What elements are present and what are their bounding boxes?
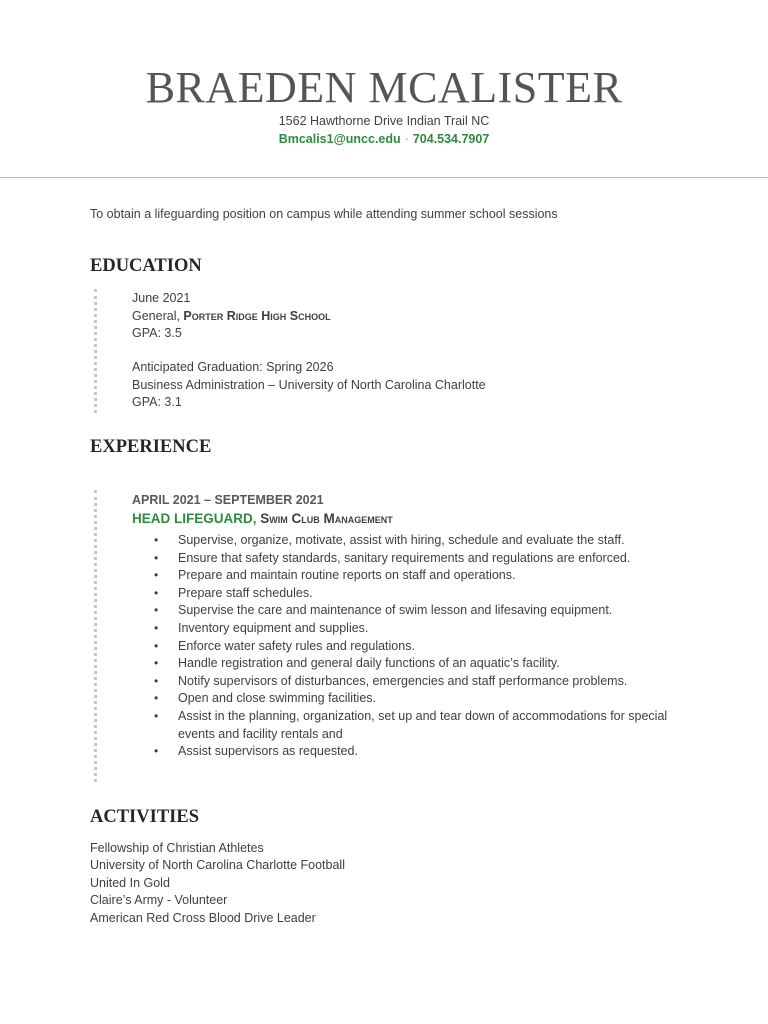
activities-heading: ACTIVITIES bbox=[90, 807, 199, 827]
job-dates: APRIL 2021 – SEPTEMBER 2021 bbox=[132, 493, 324, 507]
bullet-icon: • bbox=[154, 656, 159, 671]
education-date: June 2021 bbox=[132, 291, 191, 305]
job-role: HEAD LIFEGUARD, bbox=[132, 511, 257, 526]
list-item: American Red Cross Blood Drive Leader bbox=[90, 910, 316, 925]
degree-prefix: General, bbox=[132, 308, 184, 323]
job-organization: Swim Club Management bbox=[260, 511, 393, 526]
bullet-icon: • bbox=[154, 673, 159, 688]
list-item: University of North Carolina Charlotte Football bbox=[90, 858, 345, 873]
education-gpa: GPA: 3.5 bbox=[132, 326, 182, 340]
bullet-icon: • bbox=[154, 708, 159, 723]
list-item: • Assist in the planning, organization, set up and tear down of accommodations for special events and facility rentals and bbox=[154, 708, 668, 741]
contact-line bbox=[0, 132, 768, 146]
list-item: • Supervise, organize, motivate, assist with hiring, schedule and evaluate the staff. bbox=[132, 532, 692, 550]
list-item: Fellowship of Christian Athletes bbox=[90, 841, 264, 855]
header-divider bbox=[0, 177, 768, 178]
job-title bbox=[132, 511, 393, 526]
bullet-icon: • bbox=[154, 691, 159, 706]
email-link[interactable]: Bmcalis1@uncc.edu bbox=[278, 132, 401, 146]
activities-list bbox=[90, 840, 345, 927]
list-item: • Supervise the care and maintenance of swim lesson and lifesaving equipment. bbox=[132, 602, 692, 620]
contact-separator: · bbox=[404, 132, 409, 146]
bullet-icon: • bbox=[154, 568, 159, 583]
list-item: • Notify supervisors of disturbances, emergencies and staff performance problems. bbox=[132, 673, 692, 691]
list-item: • Open and close swimming facilities. bbox=[132, 690, 692, 708]
education-degree: Business Administration – University of North Carolina Charlotte bbox=[132, 377, 486, 392]
bullet-icon: • bbox=[154, 603, 159, 618]
bullet-icon: • bbox=[154, 744, 159, 759]
experience-heading: EXPERIENCE bbox=[90, 437, 212, 457]
bullet-icon: • bbox=[154, 620, 159, 635]
list-item: • Ensure that safety standards, sanitary requirements and regulations are enforced. bbox=[132, 550, 692, 568]
list-item: • Prepare and maintain routine reports on staff and operations. bbox=[132, 567, 692, 585]
education-heading: EDUCATION bbox=[90, 256, 202, 276]
objective-statement: To obtain a lifeguarding position on campus while attending summer school sessions bbox=[90, 207, 558, 221]
resume-name: BRAEDEN MCALISTER bbox=[145, 63, 623, 112]
list-item: • Enforce water safety rules and regulations. bbox=[132, 638, 692, 656]
bullet-icon: • bbox=[154, 585, 159, 600]
education-timeline-bar bbox=[94, 289, 97, 413]
list-item: • Prepare staff schedules. bbox=[132, 585, 692, 603]
phone-number[interactable]: 704.534.7907 bbox=[412, 132, 490, 146]
education-date: Anticipated Graduation: Spring 2026 bbox=[132, 360, 334, 374]
bullet-icon: • bbox=[154, 638, 159, 653]
experience-timeline-bar bbox=[94, 490, 97, 782]
list-item: • Inventory equipment and supplies. bbox=[132, 620, 692, 638]
list-item: • Assist supervisors as requested. bbox=[132, 743, 692, 761]
address: 1562 Hawthorne Drive Indian Trail NC bbox=[278, 114, 490, 128]
bullet-icon: • bbox=[154, 550, 159, 565]
bullet-icon: • bbox=[154, 533, 159, 547]
education-degree bbox=[132, 308, 486, 326]
education-gpa: GPA: 3.1 bbox=[132, 395, 182, 409]
education-list bbox=[132, 290, 486, 412]
duties-list bbox=[132, 532, 692, 761]
list-item: United In Gold bbox=[90, 875, 170, 890]
list-item: Claire’s Army - Volunteer bbox=[90, 893, 228, 908]
school-name: Porter Ridge High School bbox=[183, 308, 331, 323]
list-item: • Handle registration and general daily functions of an aquatic’s facility. bbox=[132, 655, 692, 673]
